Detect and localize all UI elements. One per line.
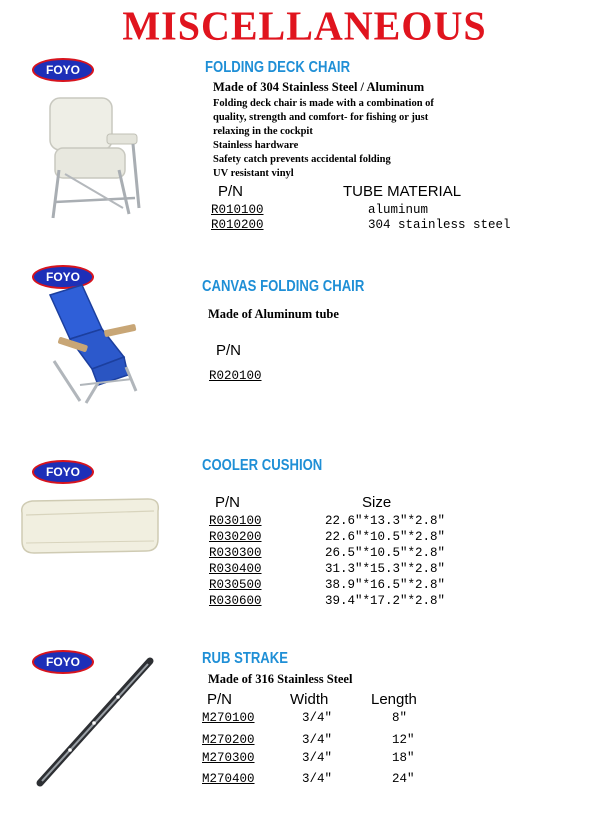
width-header: Width [290, 691, 329, 708]
canvas-chair-title: CANVAS FOLDING CHAIR [202, 278, 365, 295]
part-number: M270200 [202, 733, 255, 747]
deck-chair-description [213, 97, 434, 181]
strake-width: 3/4" [302, 772, 333, 786]
canvas-chair-image [40, 283, 150, 408]
length-header: Length [371, 691, 417, 708]
part-number: R010100 [211, 203, 264, 217]
cushion-size: 38.9"*16.5"*2.8" [325, 578, 446, 592]
cooler-cushion-title: COOLER CUSHION [202, 457, 323, 474]
deck-chair-material-note: Made of 304 Stainless Steel / Aluminum [213, 80, 425, 94]
description-line: UV resistant vinyl [213, 168, 294, 179]
strake-length: 8" [392, 711, 408, 725]
description-line: Folding deck chair is made with a combination of [213, 98, 434, 109]
rub-strake-material-note: Made of 316 Stainless Steel [208, 672, 353, 686]
cushion-size: 39.4"*17.2"*2.8" [325, 594, 446, 608]
cushion-size: 26.5"*10.5"*2.8" [325, 546, 446, 560]
strake-length: 18" [392, 751, 415, 765]
cushion-size: 31.3"*15.3"*2.8" [325, 562, 446, 576]
strake-length: 24" [392, 772, 415, 786]
pn-header: P/N [216, 342, 242, 359]
part-number: R030100 [209, 514, 262, 528]
part-number: R020100 [209, 369, 262, 383]
part-number: R030600 [209, 594, 262, 608]
part-number: R010200 [211, 218, 264, 232]
deck-chair-title: FOLDING DECK CHAIR [205, 59, 351, 76]
pn-header: P/N [218, 183, 244, 200]
part-number: R030300 [209, 546, 262, 560]
part-number: M270400 [202, 772, 255, 786]
description-line: quality, strength and comfort- for fishing or just [213, 112, 429, 123]
strake-width: 3/4" [302, 711, 333, 725]
part-number: R030500 [209, 578, 262, 592]
cooler-cushion-image [16, 495, 164, 557]
foyo-logo: FOYO [32, 650, 94, 674]
strake-width: 3/4" [302, 751, 333, 765]
foyo-logo: FOYO [32, 460, 94, 484]
description-line: relaxing in the cockpit [213, 126, 313, 137]
cushion-size: 22.6"*10.5"*2.8" [325, 530, 446, 544]
pn-header: P/N [207, 691, 233, 708]
deck-chair-image [35, 90, 155, 225]
part-number: M270100 [202, 711, 255, 725]
size-header: Size [362, 494, 392, 511]
description-line: Safety catch prevents accidental folding [213, 154, 391, 165]
part-number: M270300 [202, 751, 255, 765]
strake-length: 12" [392, 733, 415, 747]
part-number: R030200 [209, 530, 262, 544]
part-number: R030400 [209, 562, 262, 576]
tube-material-header: TUBE MATERIAL [343, 183, 462, 200]
canvas-chair-material-note: Made of Aluminum tube [208, 307, 339, 321]
tube-material: aluminum [368, 203, 429, 217]
description-line: Stainless hardware [213, 140, 299, 151]
rub-strake-title: RUB STRAKE [202, 650, 289, 667]
pn-header: P/N [215, 494, 241, 511]
foyo-logo: FOYO [32, 58, 94, 82]
foyo-logo: FOYO [32, 265, 94, 289]
cushion-size: 22.6"*13.3"*2.8" [325, 514, 446, 528]
rub-strake-image [30, 655, 160, 790]
page-title: MISCELLANEOUS [122, 2, 487, 49]
strake-width: 3/4" [302, 733, 333, 747]
tube-material: 304 stainless steel [368, 218, 511, 232]
